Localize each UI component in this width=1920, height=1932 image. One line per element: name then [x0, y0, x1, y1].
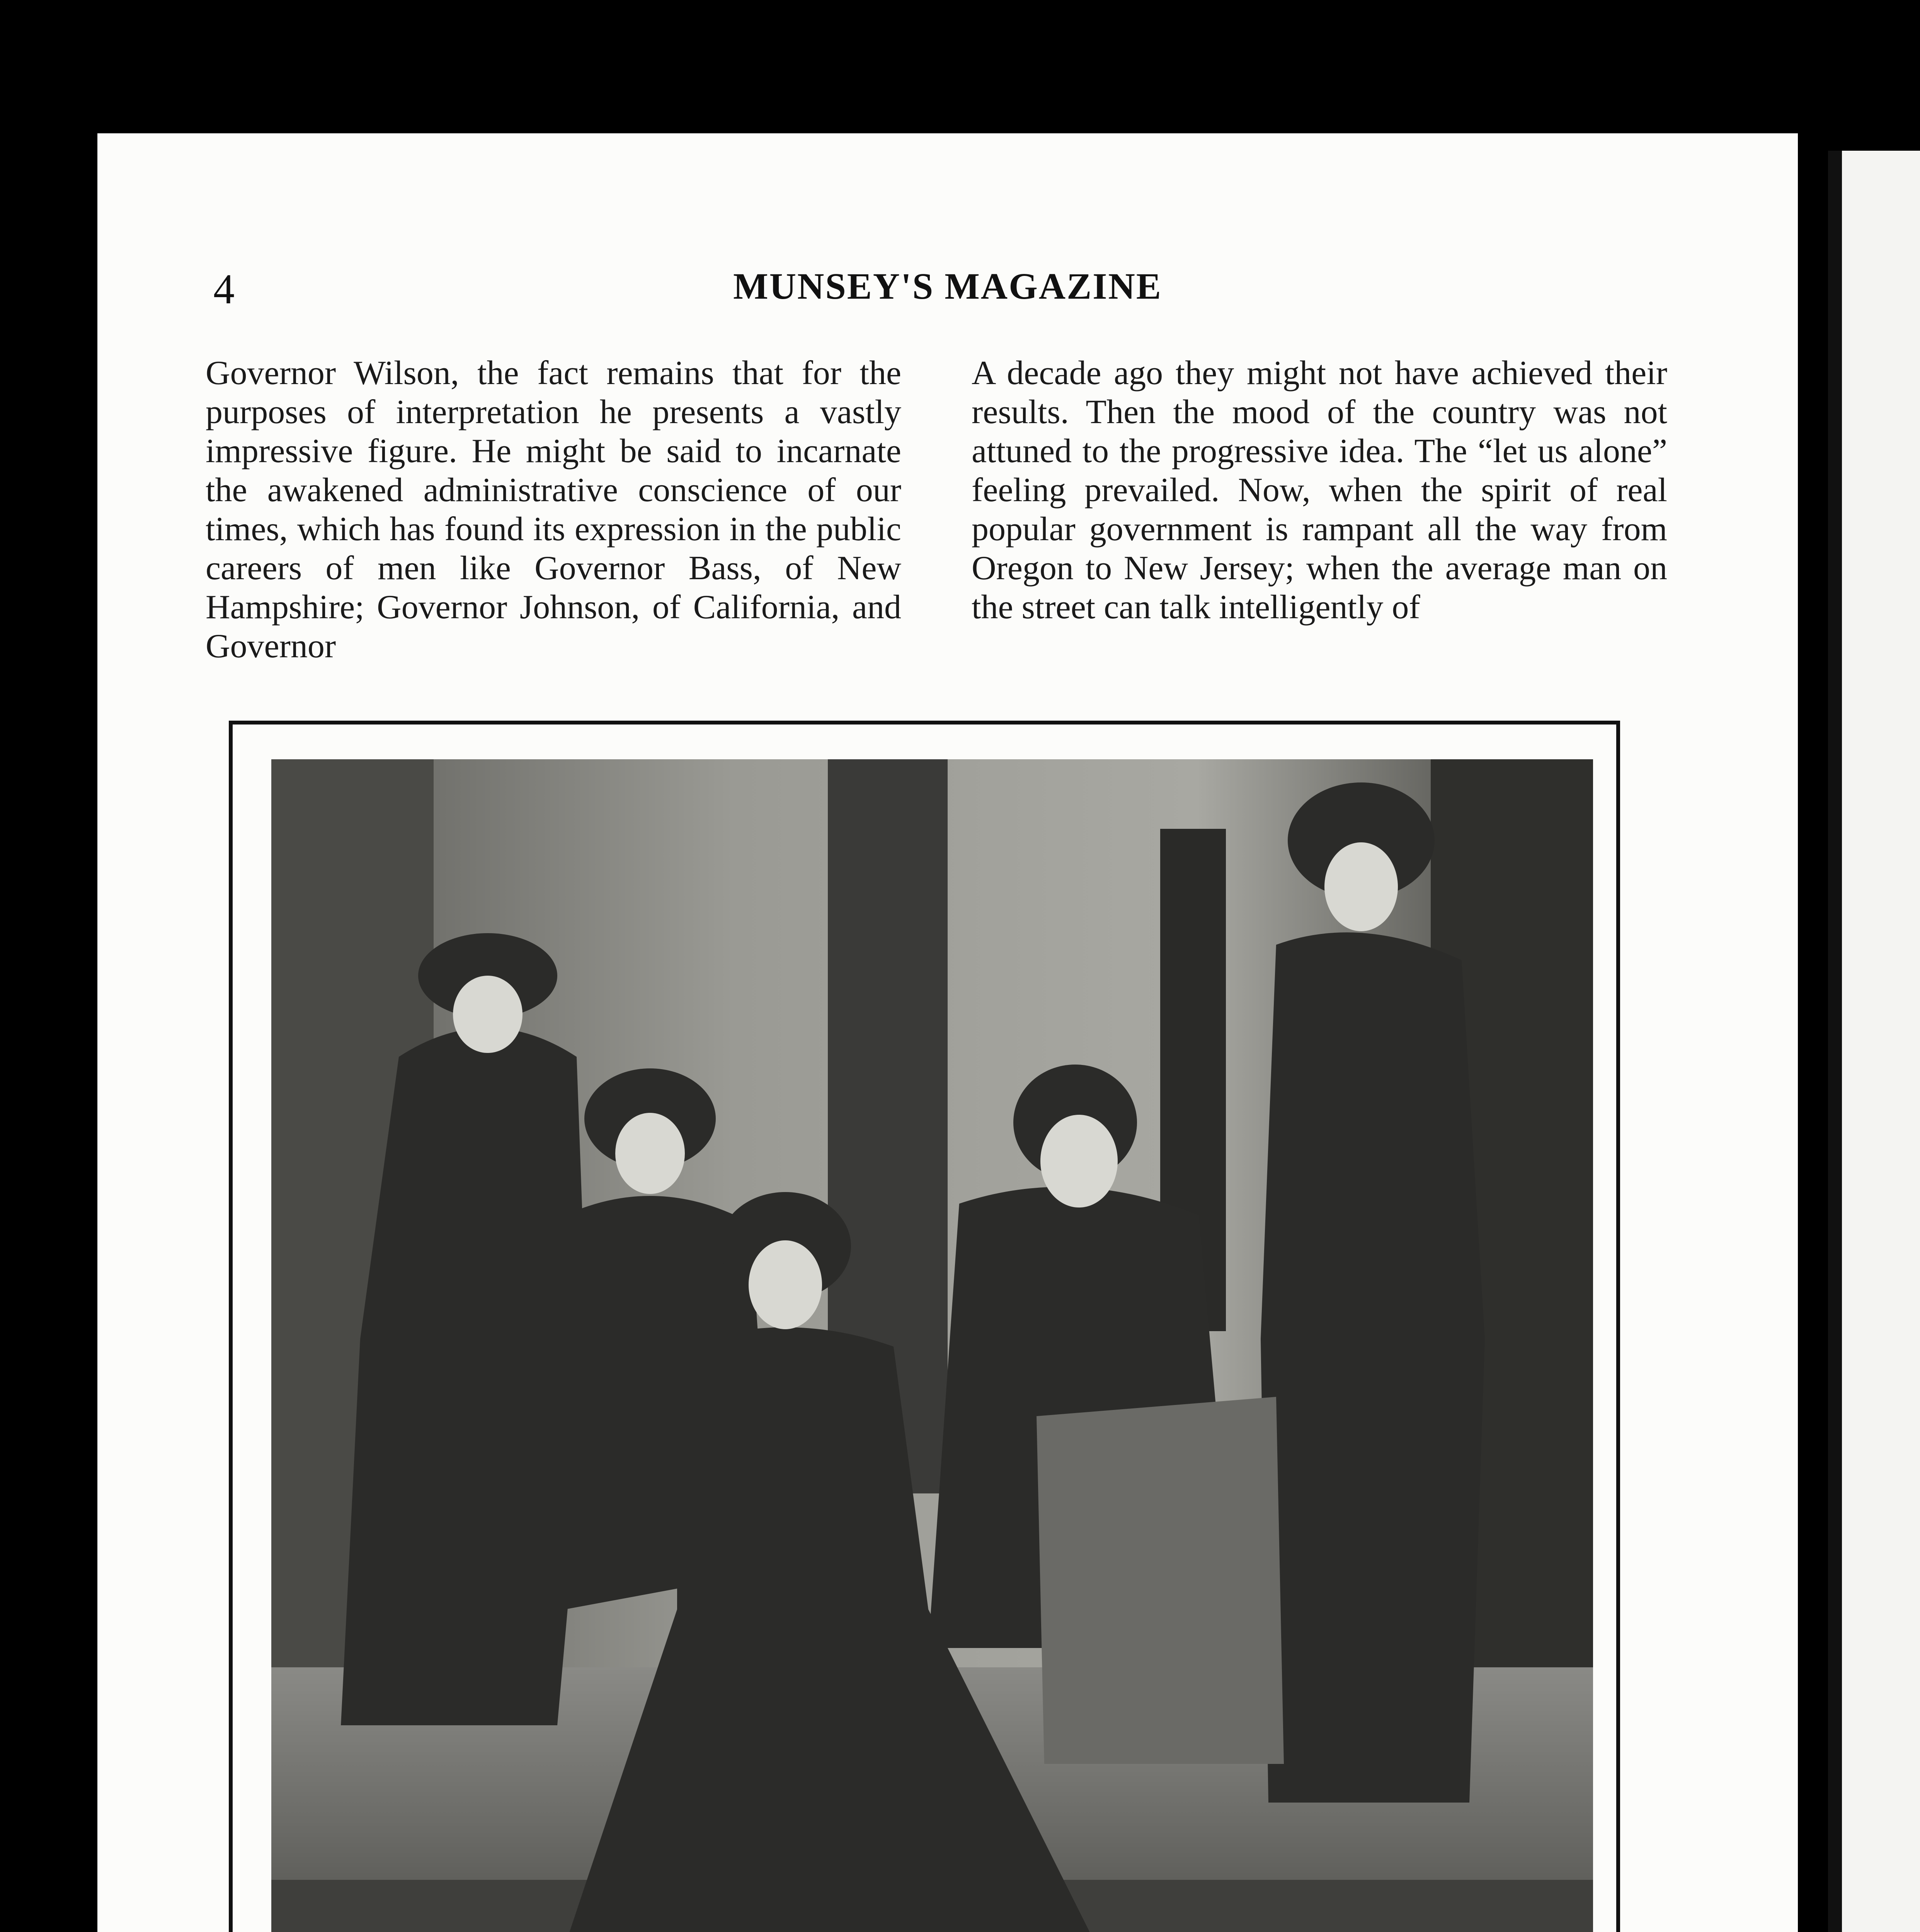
- magazine-page: [97, 133, 1798, 1932]
- text-column-top-right: [972, 354, 1667, 627]
- paragraph: Governor Wilson, the fact remains that for the purposes of interpretation he presents a vastly impressive figure. He might be said to incarnate the awakened administrative conscience of our times, which has found its expression in the public careers of men like Governor Bass, of New Hampshire; Governor Johnson, of California, and Governor: [206, 354, 901, 665]
- photo-frame: [229, 721, 1620, 1932]
- family-photograph: [271, 759, 1593, 1932]
- text-column-top-left: [206, 354, 901, 666]
- next-page-edge: [1828, 151, 1920, 1932]
- paragraph: A decade ago they might not have achieved their results. Then the mood of the country was not attuned to the progressive idea. The “let us alone” feeling prevailed. Now, when the spirit of real popular government is rampant all the way from Oregon to New Jersey; when the average man on the street can talk intelligently of: [972, 354, 1667, 626]
- page-number: 4: [213, 265, 235, 313]
- running-head: MUNSEY'S MAGAZINE: [733, 265, 1162, 307]
- photograph-illustration: [271, 759, 1593, 1932]
